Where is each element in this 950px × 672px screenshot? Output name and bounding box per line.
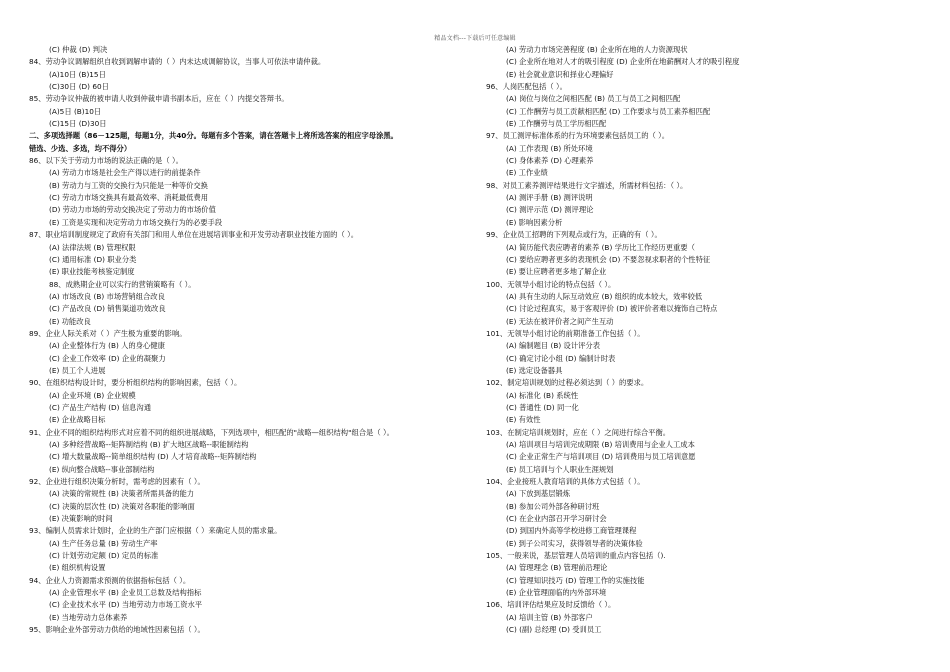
answer-option-line: (A) 多种经营战略--矩阵制结构 (B) 扩大地区战略--职能制结构 (49, 440, 249, 449)
answer-option-line: (C) 产品改良 (D) 销售渠道功效改良 (49, 304, 166, 314)
answer-option-line: (B) 参加公司外部各种研讨班 (506, 501, 600, 511)
answer-option-line: (E) 到子公司实习，获得领导者的决策体验 (506, 538, 643, 548)
answer-option-line: (A) 法律法规 (B) 管理权限 (49, 242, 136, 252)
question-line: 94、企业人力资源需求预测的依据指标包括（ ）。 (29, 575, 191, 585)
answer-option-line: (E) 工作酬劳与员工学历相匹配 (506, 119, 607, 129)
answer-option-line: (E) 有效性 (506, 415, 541, 425)
answer-option-line: (E) 影响因素分析 (506, 217, 563, 227)
answer-option-line: (A) 培训主管 (B) 外部客户 (506, 612, 593, 622)
answer-option-line: (C) 身体素养 (D) 心理素养 (506, 156, 594, 166)
answer-option-line: (A) 测评手册 (B) 测评说明 (506, 193, 593, 203)
answer-option-line: (C) 测评示范 (D) 测评理论 (506, 205, 594, 215)
question-line: 85、劳动争议仲裁的被申请人收到仲裁申请书副本后，应在（ ）内提交答辩书。 (29, 94, 289, 104)
answer-option-line: (E) 决策影响的时间 (49, 514, 113, 524)
question-line: 99、企业员工招聘的下列观点或行为，正确的有（ ）。 (486, 230, 662, 240)
answer-option-line: (A) 生产任务总量 (B) 劳动生产率 (49, 538, 158, 548)
question-line: 102、制定培训规划的过程必须达到（ ）的要求。 (486, 378, 649, 388)
question-line: 二、多项选择题（86－125题，每题1分，共40分。每题有多个答案，请在答题卡上将所选答案的相应字母涂黑。 (29, 131, 398, 141)
page-header: 精品文档---下载后可任意编辑 (434, 35, 516, 42)
question-line: 97、员工测评标准体系的行为环境要素包括员工的（ ）。 (486, 131, 670, 141)
answer-option-line: (C) 劳动力市场交换具有最高效率、消耗最低费用 (49, 193, 209, 203)
answer-option-line: (C) 计划劳动定额 (D) 定员的标准 (49, 551, 159, 561)
question-line: 87、职业培训制度规定了政府有关部门和用人单位在进展培训事业和开发劳动者职业技能方面的（ ）。 (29, 230, 359, 240)
answer-option-line: (A)5日 (B)10日 (49, 106, 102, 116)
answer-option-line: (E) 功能改良 (49, 316, 91, 326)
answer-option-line: (A) 下放到基层锻炼 (506, 489, 571, 499)
answer-option-line: (D) 到国内外高等学校进修工商管理课程 (506, 526, 637, 536)
answer-option-line: (E) 选定设备器具 (506, 365, 563, 375)
answer-option-line: (B) 劳动力与工资的交换行为只能是一种等价交换 (49, 180, 208, 190)
answer-option-line: (E) 职业技能考核鉴定制度 (49, 267, 135, 277)
question-line: 98、对员工素养测评结果进行文字描述，所需材料包括：（ ）。 (486, 180, 688, 190)
question-line: 91、企业不同的组织结构形式对应着不同的组织进展战略，下列选项中，相匹配的"战略—组织结构"组合是（ ）。 (29, 427, 394, 437)
question-line: 92、企业进行组织决策分析时，需考虑的因素有（ ）。 (29, 477, 205, 487)
question-line: 96、人岗匹配包括（ ）。 (486, 82, 567, 92)
answer-option-line: (D) 劳动力市场的劳动交换决定了劳动力的市场价值 (49, 205, 216, 215)
answer-option-line: (E) 员工培训与个人职业生涯规划 (506, 464, 614, 474)
question-line: 95、影响企业外部劳动力供给的地域性因素包括（ ）。 (29, 625, 205, 635)
answer-option-line: (A) 具有生动的人际互动效应 (B) 组织的成本较大，效率较低 (506, 291, 703, 301)
answer-option-line: (C) 确定讨论小组 (D) 编制计时表 (506, 353, 616, 363)
right-column (486, 44, 936, 637)
answer-option-line: (C) 产品生产结构 (D) 信息沟通 (49, 402, 152, 412)
question-line: 90、在组织结构设计时，要分析组织结构的影响因素，包括（ ）。 (29, 378, 242, 388)
answer-option-line: (C) 企业工作效率 (D) 企业的凝聚力 (49, 353, 166, 363)
answer-option-line: (C)15日 (D)30日 (49, 119, 107, 129)
answer-option-line: (A) 企业环境 (B) 企业规模 (49, 390, 136, 400)
question-line: 93、编制人员需求计划时，企业的生产部门应根据（ ）来确定人员的需求量。 (29, 526, 282, 536)
answer-option-line: (C) 决策的层次性 (D) 决策对各职能的影响面 (49, 501, 195, 511)
answer-option-line: (A) 劳动力市场是社会生产得以进行的前提条件 (49, 168, 201, 178)
answer-option-line: (E) 组织机构设置 (49, 563, 106, 573)
answer-option-line: (E) 工作业绩 (506, 168, 548, 178)
answer-option-line: (C) 企业正常生产与培训项目 (D) 培训费用与员工培训意愿 (506, 452, 696, 462)
question-line: 101、无领导小组讨论的前期准备工作包括（ ）。 (486, 328, 645, 338)
answer-option-line: (C) 要给应聘者更多的表现机会 (D) 不要忽视求职者的个性特征 (506, 254, 711, 264)
question-line: 105、一般来说，基层管理人员培训的重点内容包括（). (486, 551, 666, 561)
question-line: 89、企业人际关系对（ ）产生极为重要的影响。 (29, 328, 187, 338)
answer-option-line: (E) 要让应聘者更多地了解企业 (506, 267, 607, 277)
answer-option-line: (C) 普通性 (D) 同一化 (506, 402, 579, 412)
question-line: 104、企业接班人教育培训的具体方式包括（ ）。 (486, 477, 645, 487)
answer-option-line: (A) 劳动力市场完善程度 (B) 企业所在地的人力资源现状 (506, 45, 688, 54)
answer-option-line: (C) 通用标准 (D) 职业分类 (49, 254, 137, 264)
answer-option-line: (A) 市场改良 (B) 市场营销组合改良 (49, 291, 165, 301)
question-line: 86、以下关于劳动力市场的说法正确的是（ ）。 (29, 156, 183, 166)
answer-option-line: (A) 编制题目 (B) 设计评分表 (506, 341, 601, 351)
answer-option-line: (C) 仲裁 (D) 判决 (49, 45, 108, 54)
answer-option-line: (C) 企业所在地对人才的吸引程度 (D) 企业所在地薪酬对人才的吸引程度 (506, 57, 740, 67)
question-line: 84、劳动争议调解组织自收到调解申请的（ ）内未达成调解协议，当事人可依法申请仲裁。 (29, 57, 326, 67)
answer-option-line: (A) 简历能代表应聘者的素养 (B) 学历比工作经历更重要（ (506, 242, 695, 252)
answer-option-line: (A) 管理理念 (B) 管理前沿理论 (506, 563, 608, 573)
answer-option-line: (A) 标准化 (B) 系统性 (506, 390, 579, 400)
question-line: 错选、少选、多选，均不得分） (29, 143, 132, 153)
answer-option-line: (C) 工作酬劳与员工贡献相匹配 (D) 工作要求与员工素养相匹配 (506, 106, 711, 116)
answer-option-line: (C)30日 (D) 60日 (49, 82, 109, 92)
answer-option-line: (C) 管理知识技巧 (D) 管理工作的实施技能 (506, 575, 645, 585)
answer-option-line: (C) 企业技术水平 (D) 当地劳动力市场工资水平 (49, 600, 203, 610)
question-line: 106、培训评估结果应及时反馈给（ ）。 (486, 600, 616, 610)
question-line: 100、无领导小组讨论的特点包括（ ）。 (486, 279, 616, 289)
answer-option-line: (E) 纵向整合战略--事业部制结构 (49, 464, 155, 474)
answer-option-line: (E) 企业战略目标 (49, 415, 106, 425)
answer-option-line: (E) 员工个人进展 (49, 365, 106, 375)
answer-option-line: (A) 岗位与岗位之间相匹配 (B) 员工与员工之间相匹配 (506, 94, 681, 104)
answer-option-line: (C) 增大数量战略--简单组织结构 (D) 人才培育战略--矩阵制结构 (49, 452, 257, 462)
answer-option-line: (C) 在企业内部召开学习研讨会 (506, 514, 607, 524)
answer-option-line: (C) 讨论过程真实，易于客观评价 (D) 被评价者难以掩饰自己特点 (506, 304, 718, 314)
answer-option-line: (E) 无法在被评价者之间产生互动 (506, 316, 614, 326)
question-line: 103、在制定培训规划时，应在（ ）之间进行综合平衡。 (486, 427, 671, 437)
answer-option-line: (A) 企业整体行为 (B) 人的身心健康 (49, 341, 165, 351)
answer-option-line: (E) 工资是实现和决定劳动力市场交换行为的必要手段 (49, 217, 223, 227)
answer-option-line: (A) 培训项目与培训完成期限 (B) 培训费用与企业人工成本 (506, 440, 695, 449)
left-column (29, 44, 479, 637)
answer-option-line: (A) 工作表现 (B) 所处环境 (506, 143, 593, 153)
answer-option-line: (C) (副) 总经理 (D) 受训员工 (506, 625, 602, 635)
answer-option-line: (E) 社会就业意识和择业心理偏好 (506, 69, 614, 79)
answer-option-line: (A) 决策的常规性 (B) 决策者所需具备的能力 (49, 489, 195, 499)
answer-option-line: (A) 企业管理水平 (B) 企业员工总数及结构指标 (49, 588, 202, 598)
answer-option-line: (A)10日 (B)15日 (49, 69, 106, 79)
question-line: 88、成熟期企业可以实行的营销策略有（ ）。 (49, 279, 196, 289)
answer-option-line: (E) 当地劳动力总体素养 (49, 612, 128, 622)
answer-option-line: (E) 企业管理面临的内外部环境 (506, 588, 607, 598)
